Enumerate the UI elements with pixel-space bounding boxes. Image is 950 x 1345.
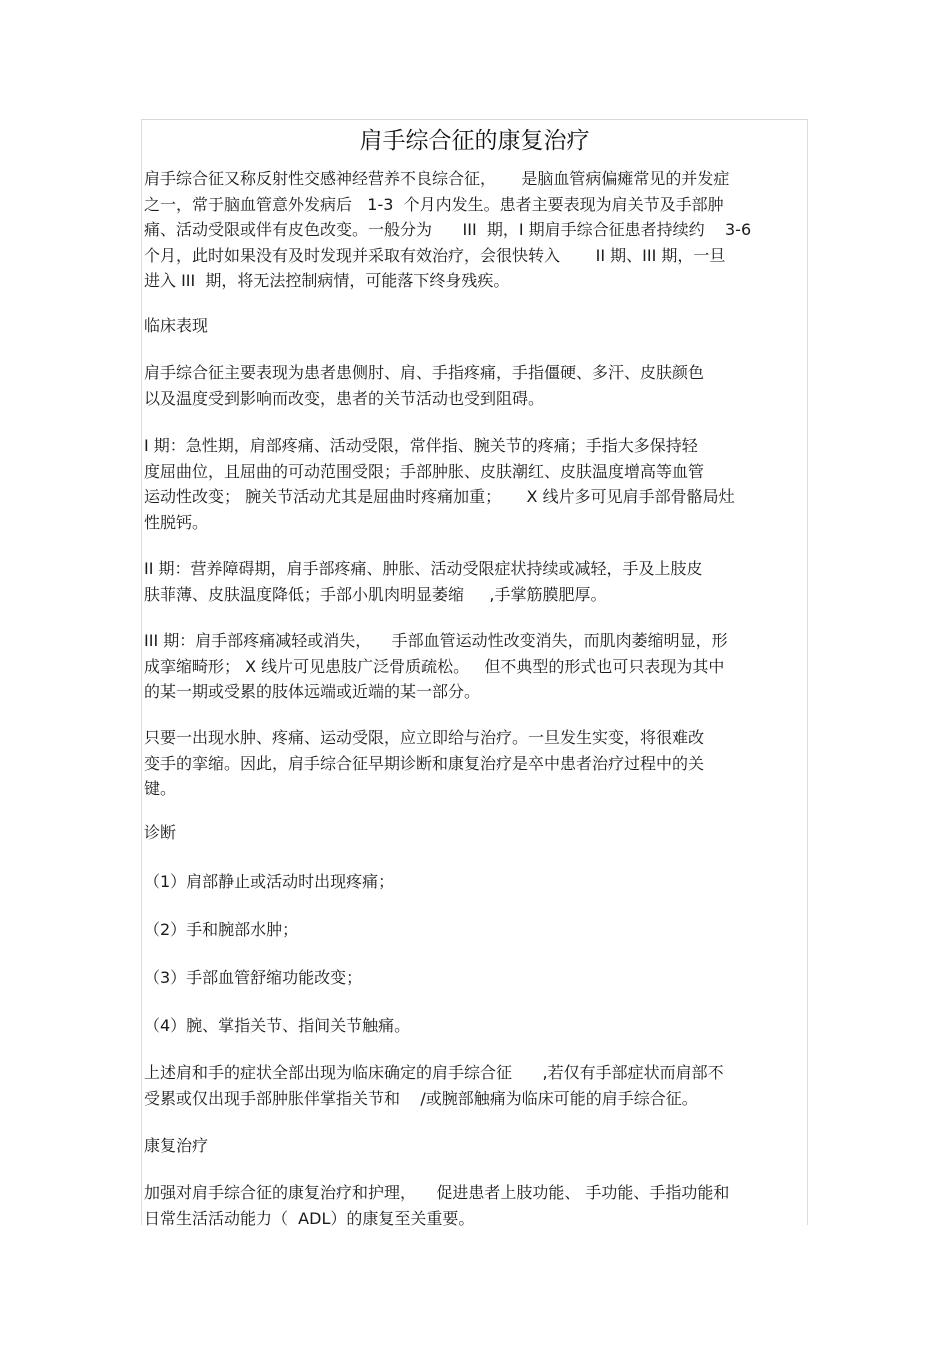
text-line: III 期：肩手部疼痛减轻或消失， 手部血管运动性改变消失，而肌肉萎缩明显，形 <box>144 631 728 650</box>
heading-clinical <box>144 313 812 339</box>
text-line: II 期：营养障碍期，肩手部疼痛、肿胀、活动受限症状持续或减轻，手及上肢皮 <box>144 559 703 578</box>
text-line: 性脱钙。 <box>144 512 209 532</box>
text-line: 肩手综合征主要表现为患者患侧肘、肩、手指疼痛，手指僵硬、多汗、皮肤颜色 <box>144 363 705 382</box>
text-line: 受累或仅出现手部肿胀伴掌指关节和 /或腕部触痛为临床可能的肩手综合征。 <box>144 1088 698 1108</box>
text-line: 度屈曲位，且屈曲的可动范围受限；手部肿胀、皮肤潮红、皮肤温度增高等血管 <box>144 461 705 481</box>
text-line: （2）手和腕部水肿； <box>144 920 299 939</box>
text-line: 成挛缩畸形； X 线片可见患肢广泛骨质疏松。 但不典型的形式也可只表现为其中 <box>144 656 725 676</box>
text-line: 个月，此时如果没有及时发现并采取有效治疗，会很快转入 II 期、III 期，一旦 <box>144 245 726 265</box>
stage-three-paragraph <box>144 628 812 705</box>
text-line: 进入 III 期，将无法控制病情，可能落下终身残疾。 <box>144 271 510 290</box>
text-line: 之一，常于脑血管意外发病后 1-3 个月内发生。患者主要表现为肩关节及手部肿 <box>144 194 724 214</box>
heading-rehab <box>144 1133 812 1159</box>
text-line: 的某一期或受累的肢体远端或近端的某一部分。 <box>144 682 481 701</box>
text-line: 临床表现 <box>144 316 209 335</box>
text-line: 日常生活活动能力（ ADL）的康复至关重要。 <box>144 1208 475 1228</box>
clinical-paragraph <box>144 360 812 411</box>
text-line: 以及温度受到影响而改变，患者的关节活动也受到阻碍。 <box>144 388 545 408</box>
text-line: 肤菲薄、皮肤温度降低；手部小肌肉明显萎缩 ,手掌筋膜肥厚。 <box>144 584 607 604</box>
text-line: 键。 <box>144 779 177 798</box>
text-line: （3）手部血管舒缩功能改变； <box>144 968 363 987</box>
diagnosis-conclusion-paragraph <box>144 1060 812 1111</box>
text-line: 诊断 <box>144 823 177 842</box>
text-line: 只要一出现水肿、疼痛、运动受限，应立即给与治疗。一旦发生实变，将很难改 <box>144 728 705 747</box>
text-line: 运动性改变； 腕关节活动尤其是屈曲时疼痛加重； X 线片多可见肩手部骨骼局灶 <box>144 487 735 506</box>
text-line: 加强对肩手综合征的康复治疗和护理， 促进患者上肢功能、 手功能、手指功能和 <box>144 1183 730 1202</box>
text-line: 变手的挛缩。因此，肩手综合征早期诊断和康复治疗是卒中患者治疗过程中的关 <box>144 753 705 773</box>
diagnosis-item-3 <box>144 965 812 991</box>
treatment-urgency-paragraph <box>144 725 812 802</box>
heading-diagnosis <box>144 820 812 846</box>
text-line: （4）腕、掌指关节、指间关节触痛。 <box>144 1016 411 1035</box>
text-line: 上述肩和手的症状全部出现为临床确定的肩手综合征 ,若仅有手部症状而肩部不 <box>144 1063 724 1082</box>
stage-two-paragraph <box>144 556 812 607</box>
stage-one-paragraph <box>144 433 812 535</box>
text-line: 痛、活动受限或伴有皮色改变。一般分为 III 期，I 期肩手综合征患者持续约 3-6 <box>144 220 752 239</box>
diagnosis-item-1 <box>144 869 812 895</box>
rehab-paragraph <box>144 1180 812 1231</box>
text-line: 康复治疗 <box>144 1136 209 1155</box>
text-line: 肩手综合征又称反射性交感神经营养不良综合征， 是脑血管病偏瘫常见的并发症 <box>144 169 730 188</box>
diagnosis-item-4 <box>144 1013 812 1039</box>
document-title: 肩手综合征的康复治疗 <box>359 128 590 154</box>
text-line: （1）肩部静止或活动时出现疼痛； <box>144 872 395 891</box>
diagnosis-item-2 <box>144 917 812 943</box>
text-line: I 期：急性期，肩部疼痛、活动受限，常伴指、腕关节的疼痛；手指大多保持轻 <box>144 436 698 455</box>
intro-paragraph <box>144 166 812 294</box>
